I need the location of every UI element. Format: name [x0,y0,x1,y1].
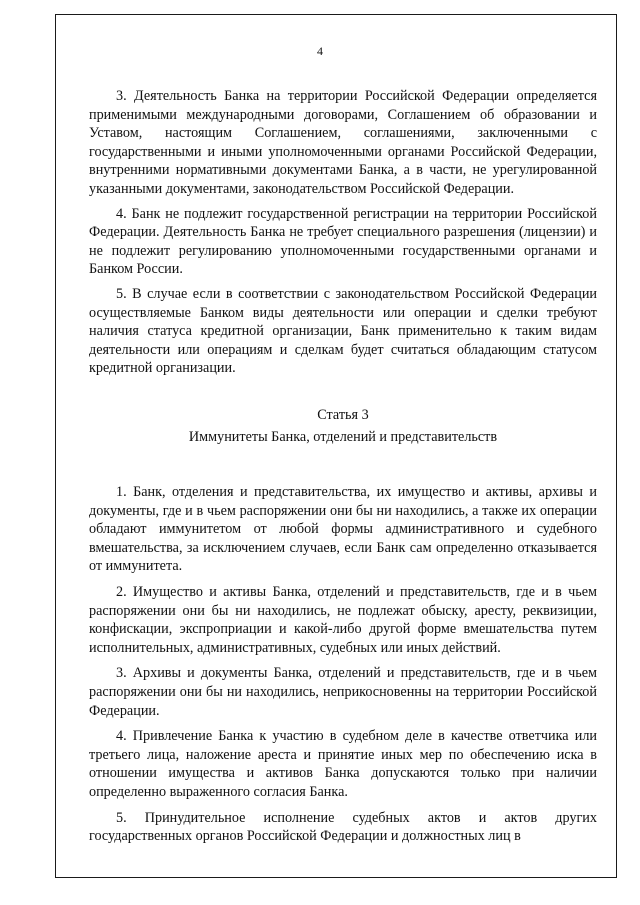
article-3-paragraph-1: 1. Банк, отделения и представительства, их имущество и активы, архивы и документы, где и в чьем распоряжении они бы ни находились, а также их операции обладают иммунитетом от любой формы административного и судебного вмешательства, за исключением случаев, если Банк сам определенно отказывается от иммунитета. [89,484,597,575]
article-3-paragraph-5: 5. Принудительное исполнение судебных актов и актов других государственных органов Российской Федерации и должностных лиц в [89,809,597,845]
page-number: 4 [317,44,323,58]
article-title: Статья 3 [317,406,369,423]
article-3-paragraph-4: 4. Привлечение Банка к участию в судебном деле в качестве ответчика или третьего лица, наложение ареста и принятие иных мер по обеспечению иска в отношении имущества и активов Банка допускаются только при наличии определенно выраженного согласия Банка. [89,728,597,800]
paragraph-3: 3. Деятельность Банка на территории Российской Федерации определяется применимыми международными договорами, Соглашением об образовании и Уставом, настоящим Соглашением, соглашениями, заключенными с государственными и иными уполномоченными органами Российской Федерации, внутренними нормативными документами Банка, а в части, не урегулированной указанными документами, законодательством Российской Федерации. [89,88,597,197]
article-3-paragraph-2: 2. Имущество и активы Банка, отделений и представительств, где и в чьем распоряжении они бы ни находились, не подлежат обыску, аресту, реквизиции, конфискации, экспроприации и какой-либо другой форме вмешательства путем исполнительных, административных, судебных или иных действий. [89,584,597,656]
paragraph-5: 5. В случае если в соответствии с законодательством Российской Федерации осуществляемые Банком виды деятельности или операции и сделки требуют наличия статуса кредитной организации, Банк применительно к таким видам деятельности или операциям и сделкам будет считаться обладающим статусом кредитной организации. [89,285,597,377]
article-subtitle: Иммунитеты Банка, отделений и представительств [188,428,498,445]
document-body [89,87,597,853]
paragraph-4: 4. Банк не подлежит государственной регистрации на территории Российской Федерации. Деятельность Банка не требует специального разрешения (лицензии) и не подлежит регулированию уполномоченными государственными органами и Банком России. [89,205,597,278]
article-3-paragraph-3: 3. Архивы и документы Банка, отделений и представительств, где и в чьем распоряжении они бы ни находились, неприкосновенны на территории Российской Федерации. [89,665,597,719]
